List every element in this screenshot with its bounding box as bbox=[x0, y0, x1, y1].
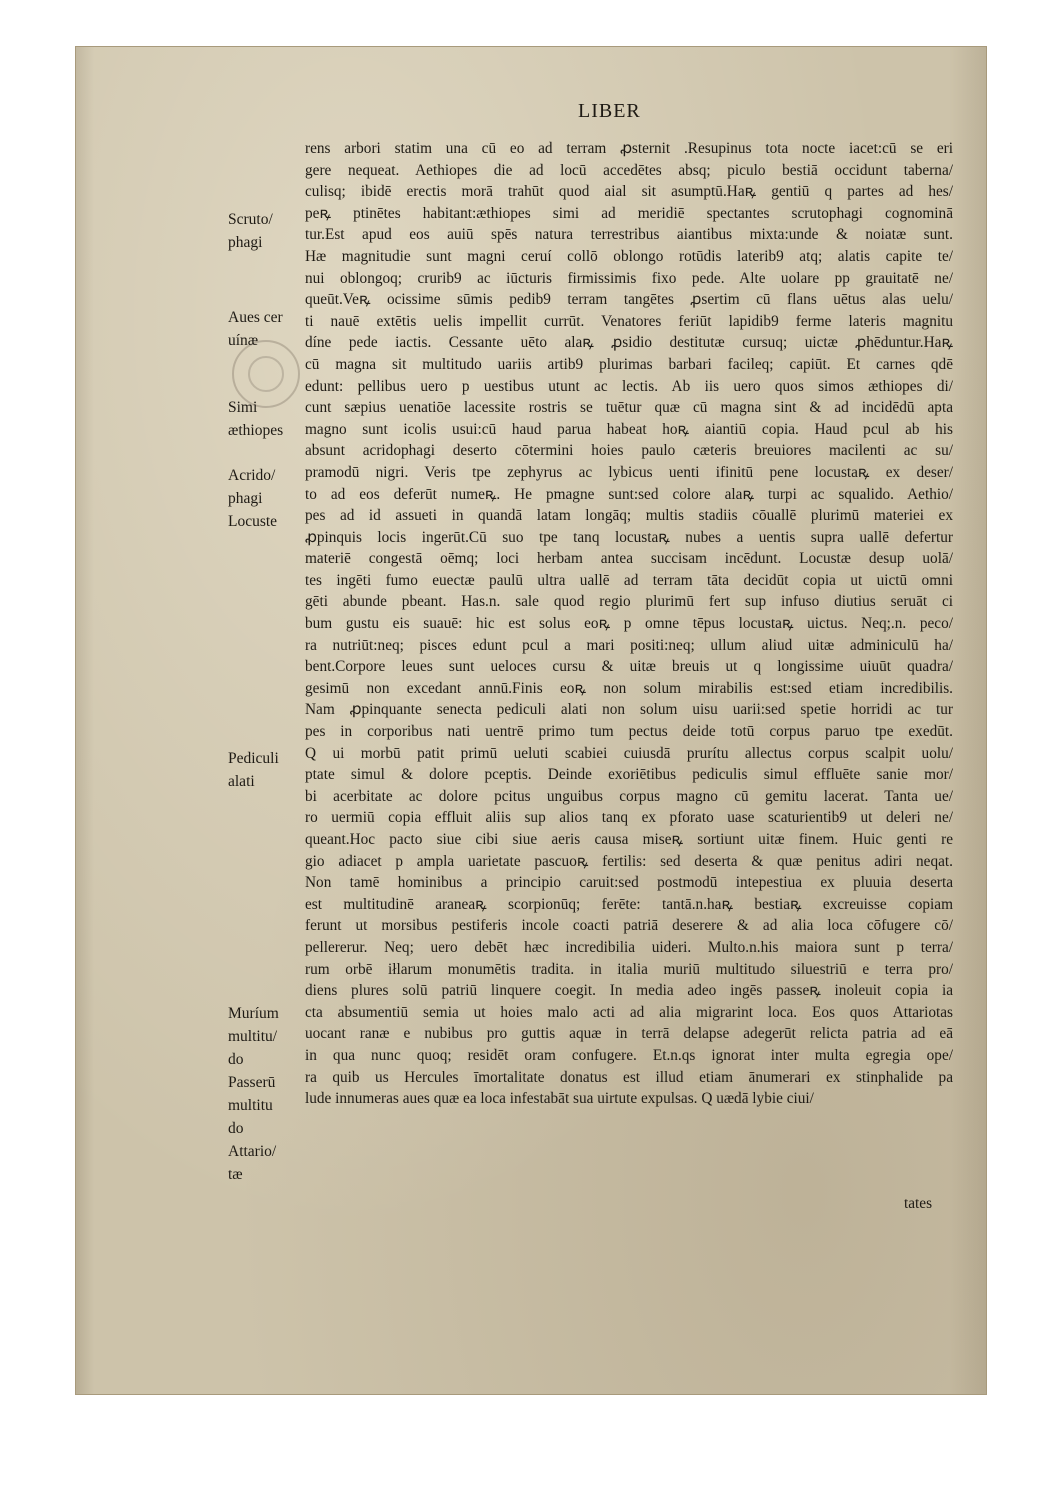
margin-note: Simi bbox=[228, 399, 258, 416]
margin-note: Locuste bbox=[228, 513, 278, 530]
text-line: culisq; ibidē erectis morā trahūt quod aial sit asumptū.Haꝶ gentiū q partes ad hes/ bbox=[305, 183, 953, 201]
text-line: gio adiacet p ampla uarietate pascuoꝶ fertilis: sed deserta & quæ penitus adiri neqat. bbox=[305, 852, 953, 870]
text-line: ꝓpinquis locis ingerūt.Cū suo tpe tanq locustaꝶ nubes a uentis supra uallē defertur bbox=[305, 528, 953, 546]
margin-note: tæ bbox=[228, 1166, 243, 1183]
margin-note: Passerū bbox=[228, 1074, 276, 1091]
text-line: ra quib us Hercules īmortalitate donatus est illud etiam ānumerari ex stinphalide pa bbox=[305, 1068, 953, 1086]
text-line: magno sunt icolis usui:cū haud parua habeat hoꝶ aiantiū copia. Haud pcul ab his bbox=[305, 420, 953, 438]
text-line: to ad eos deferūt numeꝶ. He pmagne sunt:sed colore alaꝶ turpi ac squalido. Aethio/ bbox=[305, 485, 953, 503]
text-line: lude innumeras aues quæ ea loca infestabāt sua uirtute expulsas. Q uædā lybie ciui/ bbox=[305, 1090, 814, 1108]
text-line: gēti abunde pbeant. Has.n. sale quod regio plurimū fert sup infuso diutius seruāt ci bbox=[305, 593, 953, 611]
margin-note: multitu bbox=[228, 1097, 273, 1114]
margin-note: do bbox=[228, 1051, 244, 1068]
text-line: tes ingēti fumo euectæ paulū ultra uallē ad terram tāta decidūt copia ut uictū omni bbox=[305, 571, 953, 589]
margin-note: alati bbox=[228, 773, 255, 790]
margin-note: Attario/ bbox=[228, 1143, 277, 1160]
text-line: absunt acridophagi deserto cōtermini hoies paulo cæteris breuiores macilenti ac su/ bbox=[305, 442, 953, 460]
marginal-notes bbox=[228, 0, 308, 1500]
text-line: ptate simul & dolore pceptis. Deinde exoriētibus pediculis simul effluēte sanie mor/ bbox=[305, 766, 953, 784]
text-line: ti nauē extētis uelis impellit currūt. Venatores feriūt lapidib9 ferme lateris magnitu bbox=[305, 312, 953, 330]
main-text-block bbox=[305, 138, 953, 1110]
text-line: Hæ magnitudie sunt magni ceruí collō oblongo rotūdis laterib9 atq; alatis capite te/ bbox=[305, 247, 953, 265]
text-line: ra nutriūt:neq; pisces edunt pcul a mari positi:neq; ullum aliud uitæ adminiculū ha/ bbox=[305, 636, 953, 654]
text-line: pellererur. Neq; uero debēt hæc incredibilia uideri. Multo.n.his maiora sunt p terra/ bbox=[305, 938, 953, 956]
text-line: Q ui morbū patit primū ueluti scabiei cuiusdā prurítu allectus corpus scalpit uolu/ bbox=[305, 744, 953, 762]
catchword: tates bbox=[904, 1195, 933, 1212]
text-line: cta absumentiū semia ut hoies malo acti ad alia migrarint loca. Eos quos Attariotas bbox=[305, 1003, 953, 1021]
text-line: rens arbori statim una cū eo ad terram ꝓsternit .Resupinus tota nocte iacet:cū se eri bbox=[305, 140, 953, 157]
text-line: peꝶ ptinētes habitant:æthiopes simi ad meridiē spectantes scrutophagi cognominā bbox=[305, 204, 953, 222]
text-line: díne pede iactis. Cessante uēto alaꝶ ꝓsidio destitutæ cursuq; uictæ ꝓhēduntur.Haꝶ bbox=[305, 334, 953, 352]
text-line: queūt.Veꝶ ocissime sūmis pedib9 terram tangētes ꝓsertim cū flans uētus alas uelu/ bbox=[305, 291, 953, 309]
margin-note: do bbox=[228, 1120, 244, 1137]
text-line: Nam ꝓpinquante senecta pediculi alati non solum uisu uarii:sed spetie horridi ac tur bbox=[305, 701, 953, 719]
margin-note: Pediculi bbox=[228, 750, 279, 767]
text-line: queant.Hoc pacto siue cibi siue aeris causa miseꝶ sortiunt uitæ finem. Huic genti re bbox=[305, 831, 953, 848]
text-line: bum gustu eis suauē: hic est solus eoꝶ p omne tēpus locustaꝶ uictus. Neq;.n. peco/ bbox=[305, 615, 953, 633]
margin-note: æthiopes bbox=[228, 422, 284, 439]
margin-note: Muríum bbox=[228, 1005, 279, 1022]
text-line: tur.Est apud eos auiū spēs natura terrestribus aiantibus mixta:unde & noiatæ sunt. bbox=[305, 226, 953, 244]
text-line: pes in corporibus nati uentrē primo tum pectus deide totū corpus paruo tpe exedūt. bbox=[305, 723, 953, 741]
text-line: uocant ranæ e nubibus pro guttis aquæ in terrā delapse adegerūt relicta patria ad eā bbox=[305, 1025, 953, 1043]
text-line: gesimū non excedant annū.Finis eoꝶ non solum mirabilis est:sed etiam incredibilis. bbox=[305, 679, 953, 697]
text-line: Non tamē hominibus a principio caruit:sed postmodū intepestiua ex pluuia deserta bbox=[305, 874, 953, 892]
margin-note: Acrido/ bbox=[228, 467, 276, 484]
margin-note: phagi bbox=[228, 490, 263, 507]
text-line: nui oblongoq; crurib9 ac iūcturis firmissimis fixo pede. Alte uolare pp grauitatē ne/ bbox=[305, 269, 953, 287]
text-line: bent.Corpore leues sunt ueloces cursu & uitæ breuis ut q longissime uiuūt quadra/ bbox=[305, 658, 953, 676]
text-line: est multitudinē araneaꝶ scorpionūq; ferēte: tantā.n.haꝶ bestiaꝶ excreuisse copiam bbox=[305, 895, 953, 913]
margin-note: phagi bbox=[228, 234, 263, 251]
margin-note: Aues cer bbox=[228, 309, 283, 326]
text-line: edunt: pellibus uero p uestibus utunt ac lectis. Ab iis uero quos simos æthiopes di/ bbox=[305, 377, 953, 395]
text-line: in qua nunc quoq; residēt oram confugere. Et.n.qs ignorat inter multa egregia ope/ bbox=[305, 1046, 953, 1064]
text-line: diens plures solū patriū linquere coegit. In media adeo ingēs passeꝶ inoleuit copia ia bbox=[305, 982, 953, 1000]
text-line: bi acerbitate ac dolore pcitus unguibus corpus magno cū gemitu lacerat. Tanta ue/ bbox=[305, 787, 953, 805]
text-line: cū magna sit multitudo uariis artib9 plurimas barbari facileq; capiūt. Et carnes qdē bbox=[305, 355, 953, 373]
margin-note: Scruto/ bbox=[228, 211, 273, 228]
text-line: rum orbē iłlarum monumētis tradita. in italia muriū multitudo siluestriū e terra pro/ bbox=[305, 960, 953, 978]
margin-note: multitu/ bbox=[228, 1028, 278, 1045]
text-line: ro uermiū copia effluit aliis sup alios tanq ex pforato uase scaturientib9 ut deleri ne/ bbox=[305, 809, 953, 827]
margin-note: uínæ bbox=[228, 332, 259, 349]
running-header: LIBER bbox=[578, 100, 641, 122]
text-line: ferunt ut morsibus pestiferis incole coacti patriā deserere & ad alia loca cōfugere cō/ bbox=[305, 917, 953, 935]
text-line: cunt sæpius uenatiōe lacessite rostris se tuētur quæ cū magna sint & ad incidēdū apta bbox=[305, 399, 953, 417]
text-line: pes ad id assueti in quandā latam longāq; multis stadiis cōuallē plurimū materiei ex bbox=[305, 507, 953, 525]
text-line: gere nequeat. Aethiopes die ad locū accedētes absq; piculo bestiā occidunt taberna/ bbox=[305, 161, 953, 179]
text-line: materiē congestā oēmq; loci herbam antea succisam incēdunt. Locustæ desup uolā/ bbox=[305, 550, 953, 568]
text-line: pramodū nigri. Veris tpe zephyrus ac lybicus uenti ifinitū pene locustaꝶ ex deser/ bbox=[305, 463, 953, 481]
